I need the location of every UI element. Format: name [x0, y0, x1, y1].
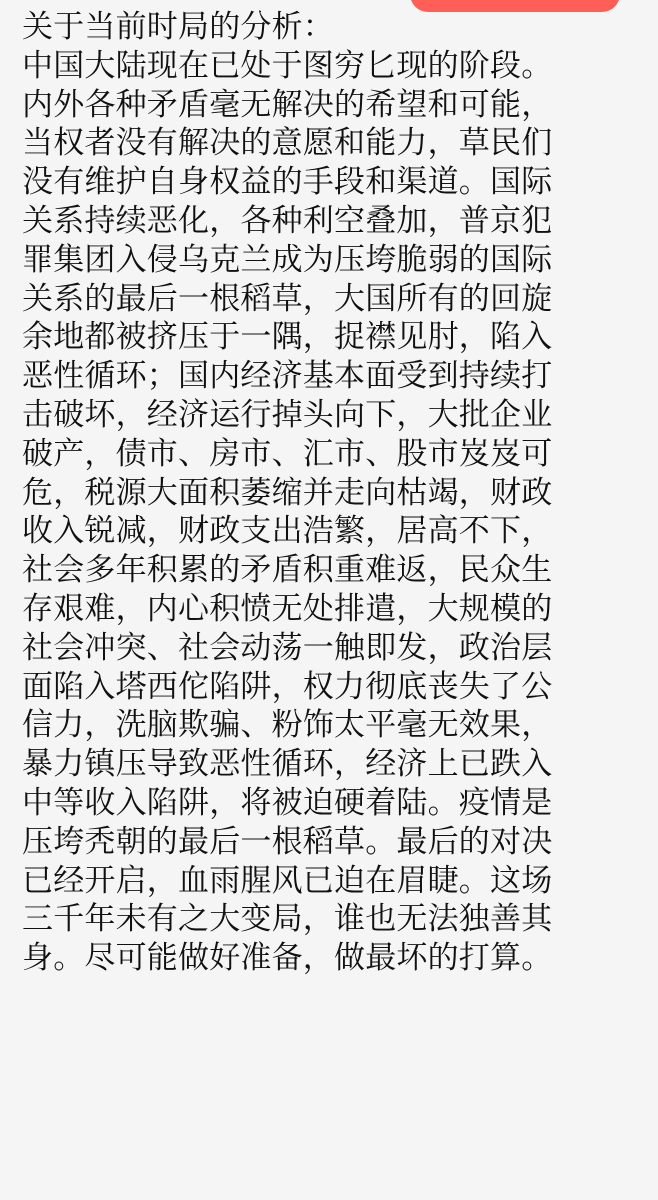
text-line-24: 三千年未有之大变局，谁也无法独善其 — [22, 901, 553, 938]
text-line-8: 关系的最后一根稻草，大国所有的回旋 — [22, 280, 553, 317]
text-line-2: 中国大陆现在已处于图穷匕现的阶段。 — [22, 47, 553, 84]
text-line-4: 当权者没有解决的意愿和能力，草民们 — [22, 125, 553, 162]
text-line-1: 关于当前时局的分析： — [22, 9, 334, 45]
text-line-18: 面陷入塔西佗陷阱，权力彻底丧失了公 — [22, 668, 553, 705]
analysis-text-block — [22, 8, 642, 978]
text-line-5: 没有维护自身权益的手段和渠道。国际 — [22, 164, 553, 201]
text-line-3: 内外各种矛盾毫无解决的希望和可能， — [22, 86, 553, 123]
text-line-19: 信力，洗脑欺骗、粉饰太平毫无效果， — [22, 707, 553, 744]
text-line-17: 社会冲突、社会动荡一触即发，政治层 — [22, 629, 553, 666]
text-line-15: 社会多年积累的矛盾积重难返，民众生 — [22, 552, 553, 589]
text-line-22: 压垮秃朝的最后一根稻草。最后的对决 — [22, 823, 553, 860]
text-line-13: 危，税源大面积萎缩并走向枯竭，财政 — [22, 474, 553, 511]
text-line-6: 关系持续恶化，各种利空叠加，普京犯 — [22, 202, 553, 239]
text-line-9: 余地都被挤压于一隅，捉襟见肘，陷入 — [22, 319, 553, 356]
text-line-14: 收入锐减，财政支出浩繁，居高不下， — [22, 513, 553, 550]
text-line-23: 已经开启，血雨腥风已迫在眉睫。这场 — [22, 862, 553, 899]
text-line-16: 存艰难，内心积愤无处排遣，大规模的 — [22, 590, 553, 627]
text-line-7: 罪集团入侵乌克兰成为压垮脆弱的国际 — [22, 241, 553, 278]
text-line-10: 恶性循环；国内经济基本面受到持续打 — [22, 358, 553, 395]
text-line-25: 身。尽可能做好准备，做最坏的打算。 — [22, 940, 553, 977]
text-line-11: 击破坏，经济运行掉头向下，大批企业 — [22, 396, 553, 433]
text-line-12: 破产，债市、房市、汇市、股市岌岌可 — [22, 435, 553, 472]
text-line-21: 中等收入陷阱，将被迫硬着陆。疫情是 — [22, 784, 553, 821]
text-line-20: 暴力镇压导致恶性循环，经济上已跌入 — [22, 746, 553, 783]
